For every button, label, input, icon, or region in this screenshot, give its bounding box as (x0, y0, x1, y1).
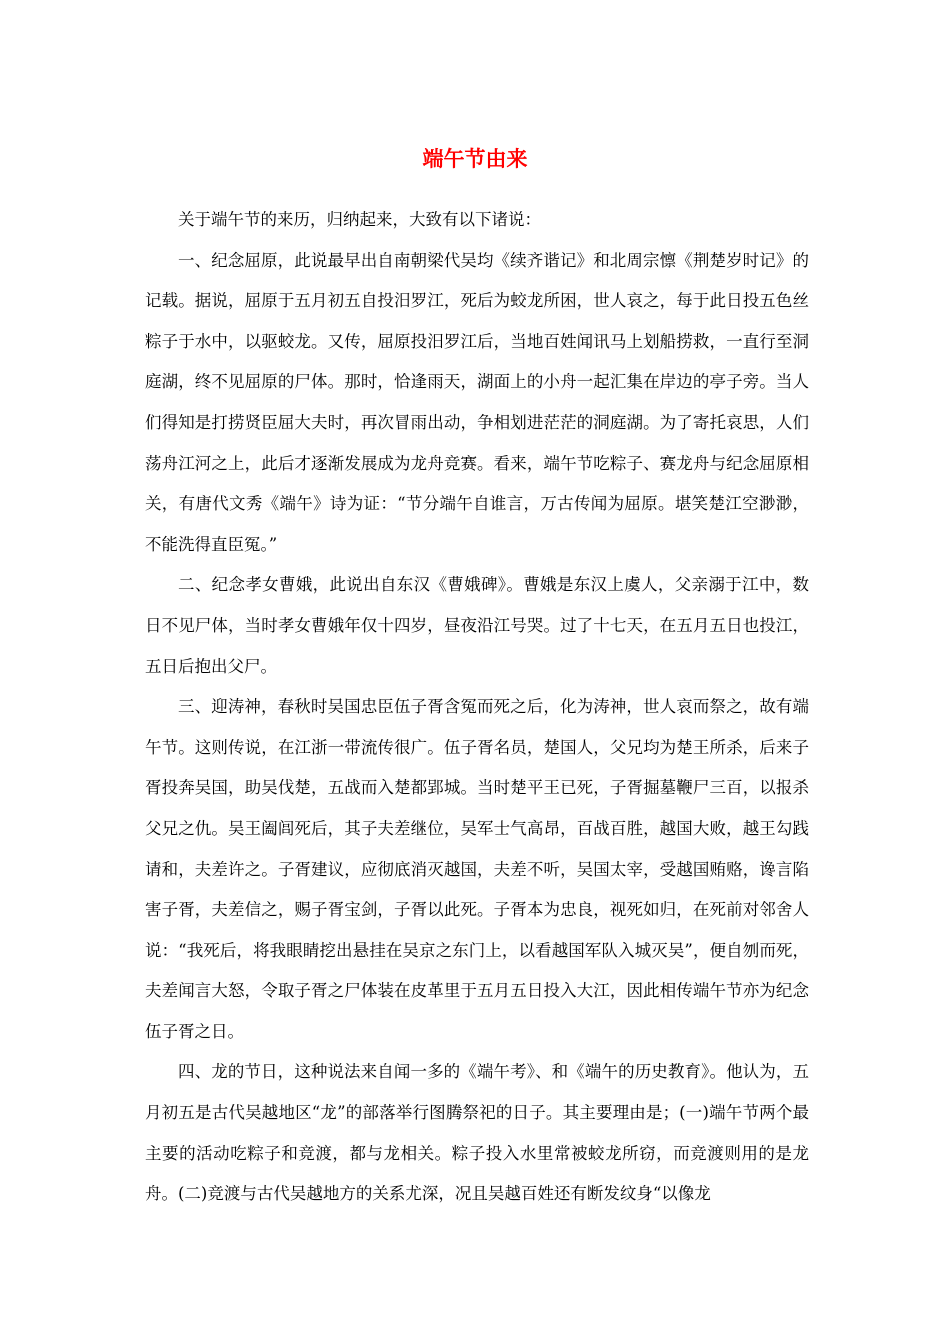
intro-paragraph: 关于端午节的来历，归纳起来，大致有以下诸说： (178, 210, 541, 229)
paragraph-wu-zixu: 三、迎涛神，春秋时吴国忠臣伍子胥含冤而死之后，化为涛神，世人哀而祭之，故有端午节。这则传说，在江浙一带流传很广。伍子胥名员，楚国人，父兄均为楚王所杀，后来子胥投奔吴国，助吴伐楚，五战而入楚都郢城。当时楚平王已死，子胥掘墓鞭尸三百，以报杀父兄之仇。吴王阖闾死后，其子夫差继位，吴军士气高昂，百战百胜，越国大败，越王勾践请和，夫差许之。子胥建议，应彻底消灭越国，夫差不听，吴国太宰，受越国贿赂，谗言陷害子胥，夫差信之，赐子胥宝剑，子胥以此死。子胥本为忠良，视死如归，在死前对邻舍人说：“我死后，将我眼睛挖出悬挂在吴京之东门上，以看越国军队入城灭吴”，便自刎而死，夫差闻言大怒，令取子胥之尸体装在皮革里于五月五日投入大江，因此相传端午节亦为纪念伍子胥之日。 (145, 697, 809, 1041)
paragraph-dragon-festival: 四、龙的节日，这种说法来自闻一多的《端午考》、和《端午的历史教育》。他认为，五月初五是古代吴越地区“龙”的部落举行图腾祭祀的日子。其主要理由是；(一)端午节两个最主要的活动吃粽子和竞渡，都与龙相关。粽子投入水里常被蛟龙所窃，而竞渡则用的是龙舟。(二)竞渡与古代吴越地方的关系尤深，况且吴越百姓还有断发纹身“以像龙 (145, 1062, 809, 1204)
document-title: 端午节由来 (422, 146, 528, 171)
paragraph-cao-e: 二、纪念孝女曹娥，此说出自东汉《曹娥碑》。曹娥是东汉上虞人，父亲溺于江中，数日不见尸体，当时孝女曹娥年仅十四岁，昼夜沿江号哭。过了十七天，在五月五日也投江，五日后抱出父尸。 (145, 575, 809, 676)
paragraph-qu-yuan: 一、纪念屈原，此说最早出自南朝梁代吴均《续齐谐记》和北周宗懔《荆楚岁时记》的记载。据说，屈原于五月初五自投汨罗江，死后为蛟龙所困，世人哀之，每于此日投五色丝粽子于水中，以驱蛟龙。又传，屈原投汨罗江后，当地百姓闻讯马上划船捞救，一直行至洞庭湖，终不见屈原的尸体。那时，恰逢雨天，湖面上的小舟一起汇集在岸边的亭子旁。当人们得知是打捞贤臣屈大夫时，再次冒雨出动，争相划进茫茫的洞庭湖。为了寄托哀思，人们荡舟江河之上，此后才逐渐发展成为龙舟竞赛。看来，端午节吃粽子、赛龙舟与纪念屈原相关，有唐代文秀《端午》诗为证：“节分端午自谁言，万古传闻为屈原。堪笑楚江空渺渺，不能洗得直臣冤。” (145, 250, 809, 554)
document-body (145, 200, 809, 1215)
